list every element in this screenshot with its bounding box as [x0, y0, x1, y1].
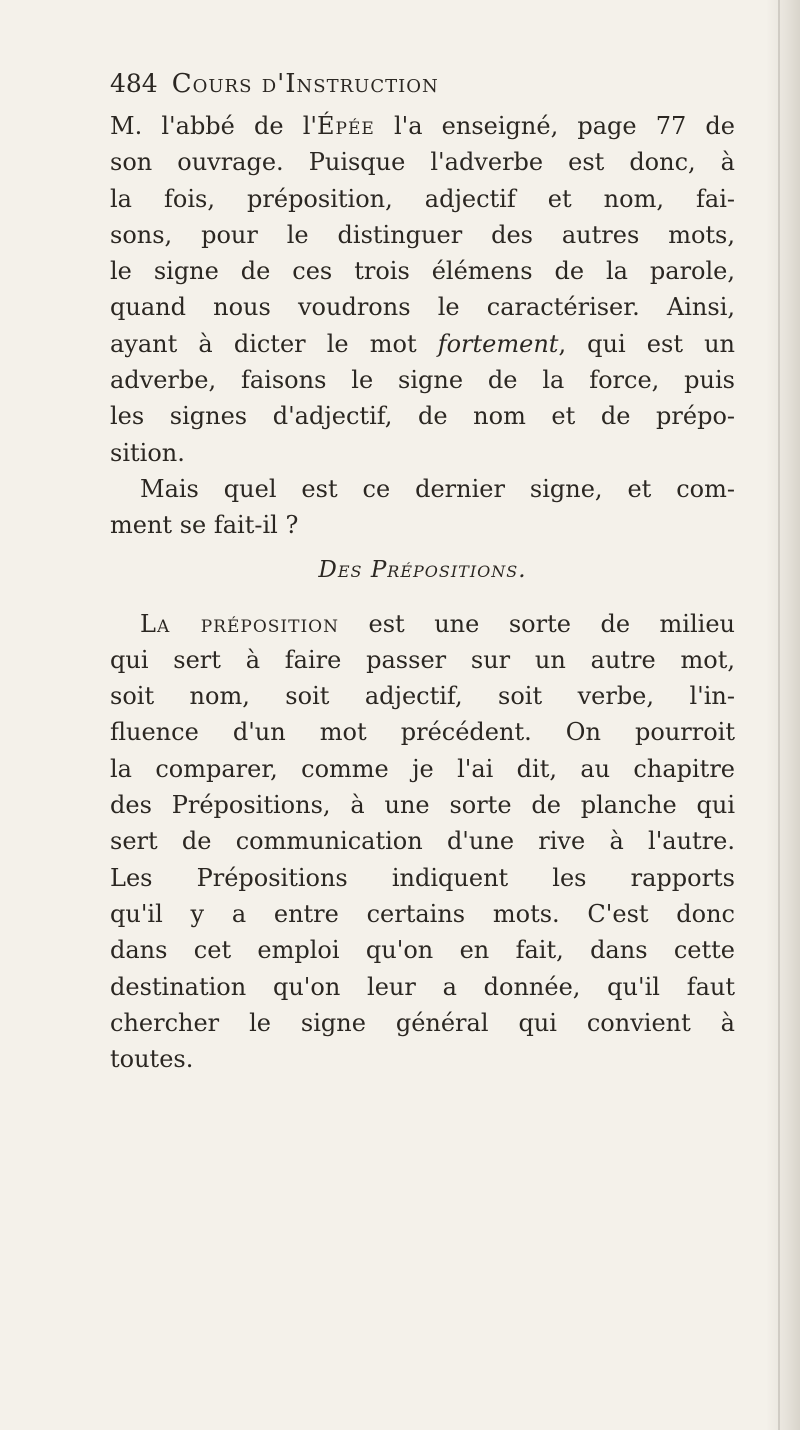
text-line: ment se fait-il ?: [110, 511, 299, 540]
text-line: La préposition est une sorte de milieu: [140, 609, 735, 638]
text-line: dans cet emploi qu'on en fait, dans cette: [110, 936, 735, 965]
text-line: Les Prépositions indiquent les rapports: [110, 863, 735, 892]
text-line: fluence d'un mot précédent. On pourroit: [110, 718, 735, 747]
text-line: quand nous voudrons le caractériser. Ainsi,: [110, 293, 735, 322]
text-line: soit nom, soit adjectif, soit verbe, l'in-: [110, 682, 735, 711]
text-line: la fois, préposition, adjectif et nom, fai-: [110, 184, 735, 213]
running-title: Cours d'Instruction: [171, 69, 439, 99]
text-line: la comparer, comme je l'ai dit, au chapitre: [110, 754, 735, 783]
paragraph-2: [110, 471, 735, 544]
page-edge-line: [778, 0, 780, 1430]
text-line: toutes.: [110, 1045, 194, 1074]
running-head: [110, 66, 735, 108]
text-line: adverbe, faisons le signe de la force, puis: [110, 366, 735, 395]
text-line: qui sert à faire passer sur un autre mot,: [110, 645, 735, 674]
text-line: le signe de ces trois élémens de la parole,: [110, 257, 735, 286]
emphasized-word: fortement: [437, 329, 559, 358]
text-line: des Prépositions, à une sorte de planche qui: [110, 791, 735, 820]
text-line: sert de communication d'une rive à l'autre.: [110, 827, 735, 856]
author-name: Épée: [317, 112, 375, 140]
text-line: sons, pour le distinguer des autres mots,: [110, 220, 735, 249]
text-line: destination qu'on leur a donnée, qu'il faut: [110, 972, 735, 1001]
text-line: M. l'abbé de l'Épée l'a enseigné, page 77 de: [110, 112, 735, 140]
text-line: sition.: [110, 438, 185, 467]
page-text: [110, 66, 735, 1077]
text-line: son ouvrage. Puisque l'adverbe est donc, à: [110, 148, 735, 177]
section-heading: Des Prépositions.: [318, 556, 527, 583]
text-line: les signes d'adjectif, de nom et de prépo-: [110, 402, 735, 431]
page-number: 484: [110, 69, 158, 98]
text-line: qu'il y a entre certains mots. C'est donc: [110, 899, 735, 928]
page-edge-shadow: [766, 0, 800, 1430]
paragraph-3: [110, 606, 735, 1078]
paragraph-1: [110, 108, 735, 471]
defined-term: La préposition: [140, 609, 339, 638]
text-line: Mais quel est ce dernier signe, et com-: [140, 474, 735, 503]
text-line: ayant à dicter le mot fortement, qui est un: [110, 329, 735, 358]
text-line: chercher le signe général qui convient à: [110, 1008, 735, 1037]
